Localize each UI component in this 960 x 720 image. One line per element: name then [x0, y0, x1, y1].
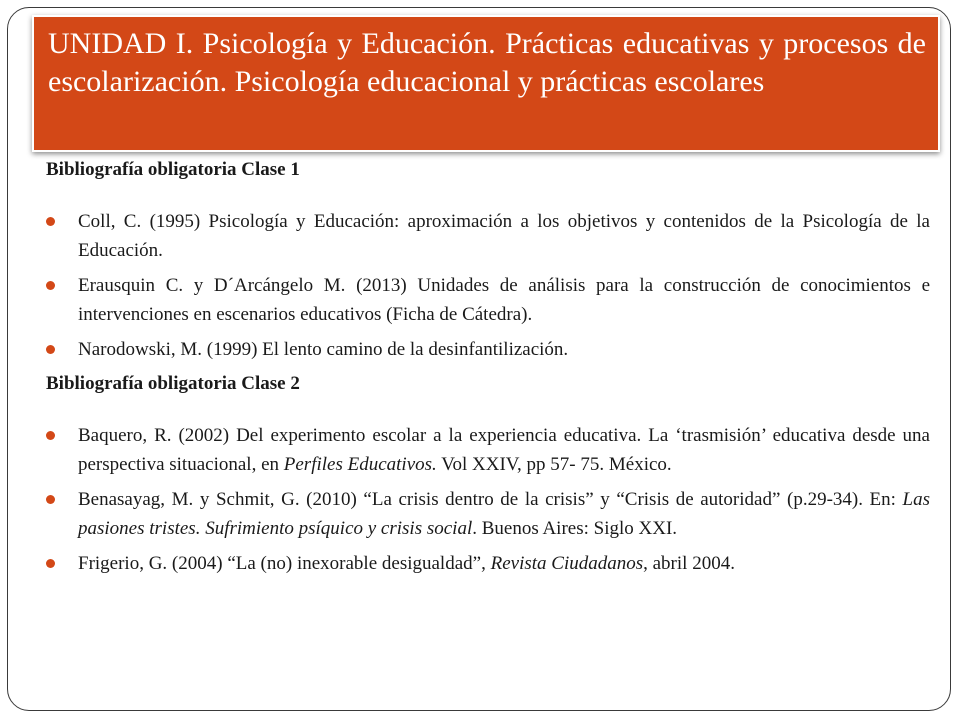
reference-text: Erausquin C. y D´Arcángelo M. (2013) Unidades de análisis para la construcción de conocimientos e intervenciones en escenarios educativos (Ficha de Cátedra).: [78, 275, 930, 325]
bullet-icon: [46, 345, 55, 354]
reference-text-pre: Baquero, R. (2002) Del experimento escolar a la experiencia educativa. La ‘trasmisión’ educativa desde una perspectiva situacional, en: [78, 425, 930, 475]
reference-text: Narodowski, M. (1999) El lento camino de la desinfantilización.: [78, 339, 569, 360]
reference-source-italic: Revista Ciudadanos: [490, 553, 644, 574]
reference-list-clase-2: [46, 421, 930, 578]
bullet-icon: [46, 217, 55, 226]
reference-item: [46, 271, 930, 329]
title-banner: [32, 15, 940, 152]
section-heading-clase-2: Bibliografía obligatoria Clase 2: [46, 373, 300, 394]
reference-text-post: Vol XXIV, pp 57- 75. México.: [436, 454, 672, 475]
reference-text-post: . Buenos Aires: Siglo XXI.: [472, 518, 678, 539]
reference-item: [46, 485, 930, 543]
section-heading-clase-1: Bibliografía obligatoria Clase 1: [46, 159, 300, 180]
bullet-icon: [46, 559, 55, 568]
reference-list-clase-1: [46, 207, 930, 364]
slide-frame: [7, 7, 951, 711]
bullet-icon: [46, 495, 55, 504]
slide-title: UNIDAD I. Psicología y Educación. Prácticas educativas y procesos de escolarización. Psicología educacional y prácticas escolares: [48, 27, 926, 98]
bullet-icon: [46, 431, 55, 440]
slide-content: [46, 158, 930, 578]
reference-text-pre: Benasayag, M. y Schmit, G. (2010) “La crisis dentro de la crisis” y “Crisis de autoridad” (p.29-34). En:: [78, 489, 903, 510]
reference-text-pre: Frigerio, G. (2004) “La (no) inexorable desigualdad”,: [78, 553, 491, 574]
reference-item: [46, 335, 930, 364]
reference-item: [46, 549, 930, 578]
reference-text: Coll, C. (1995) Psicología y Educación: aproximación a los objetivos y contenidos de la Psicología de la Educación.: [78, 211, 930, 261]
reference-source-italic: Perfiles Educativos.: [283, 454, 437, 475]
reference-item: [46, 207, 930, 265]
bullet-icon: [46, 281, 55, 290]
reference-source-italic: Las pasiones tristes. Sufrimiento psíquico y crisis social: [78, 489, 930, 539]
reference-text-post: , abril 2004.: [643, 553, 735, 574]
reference-item: [46, 421, 930, 479]
